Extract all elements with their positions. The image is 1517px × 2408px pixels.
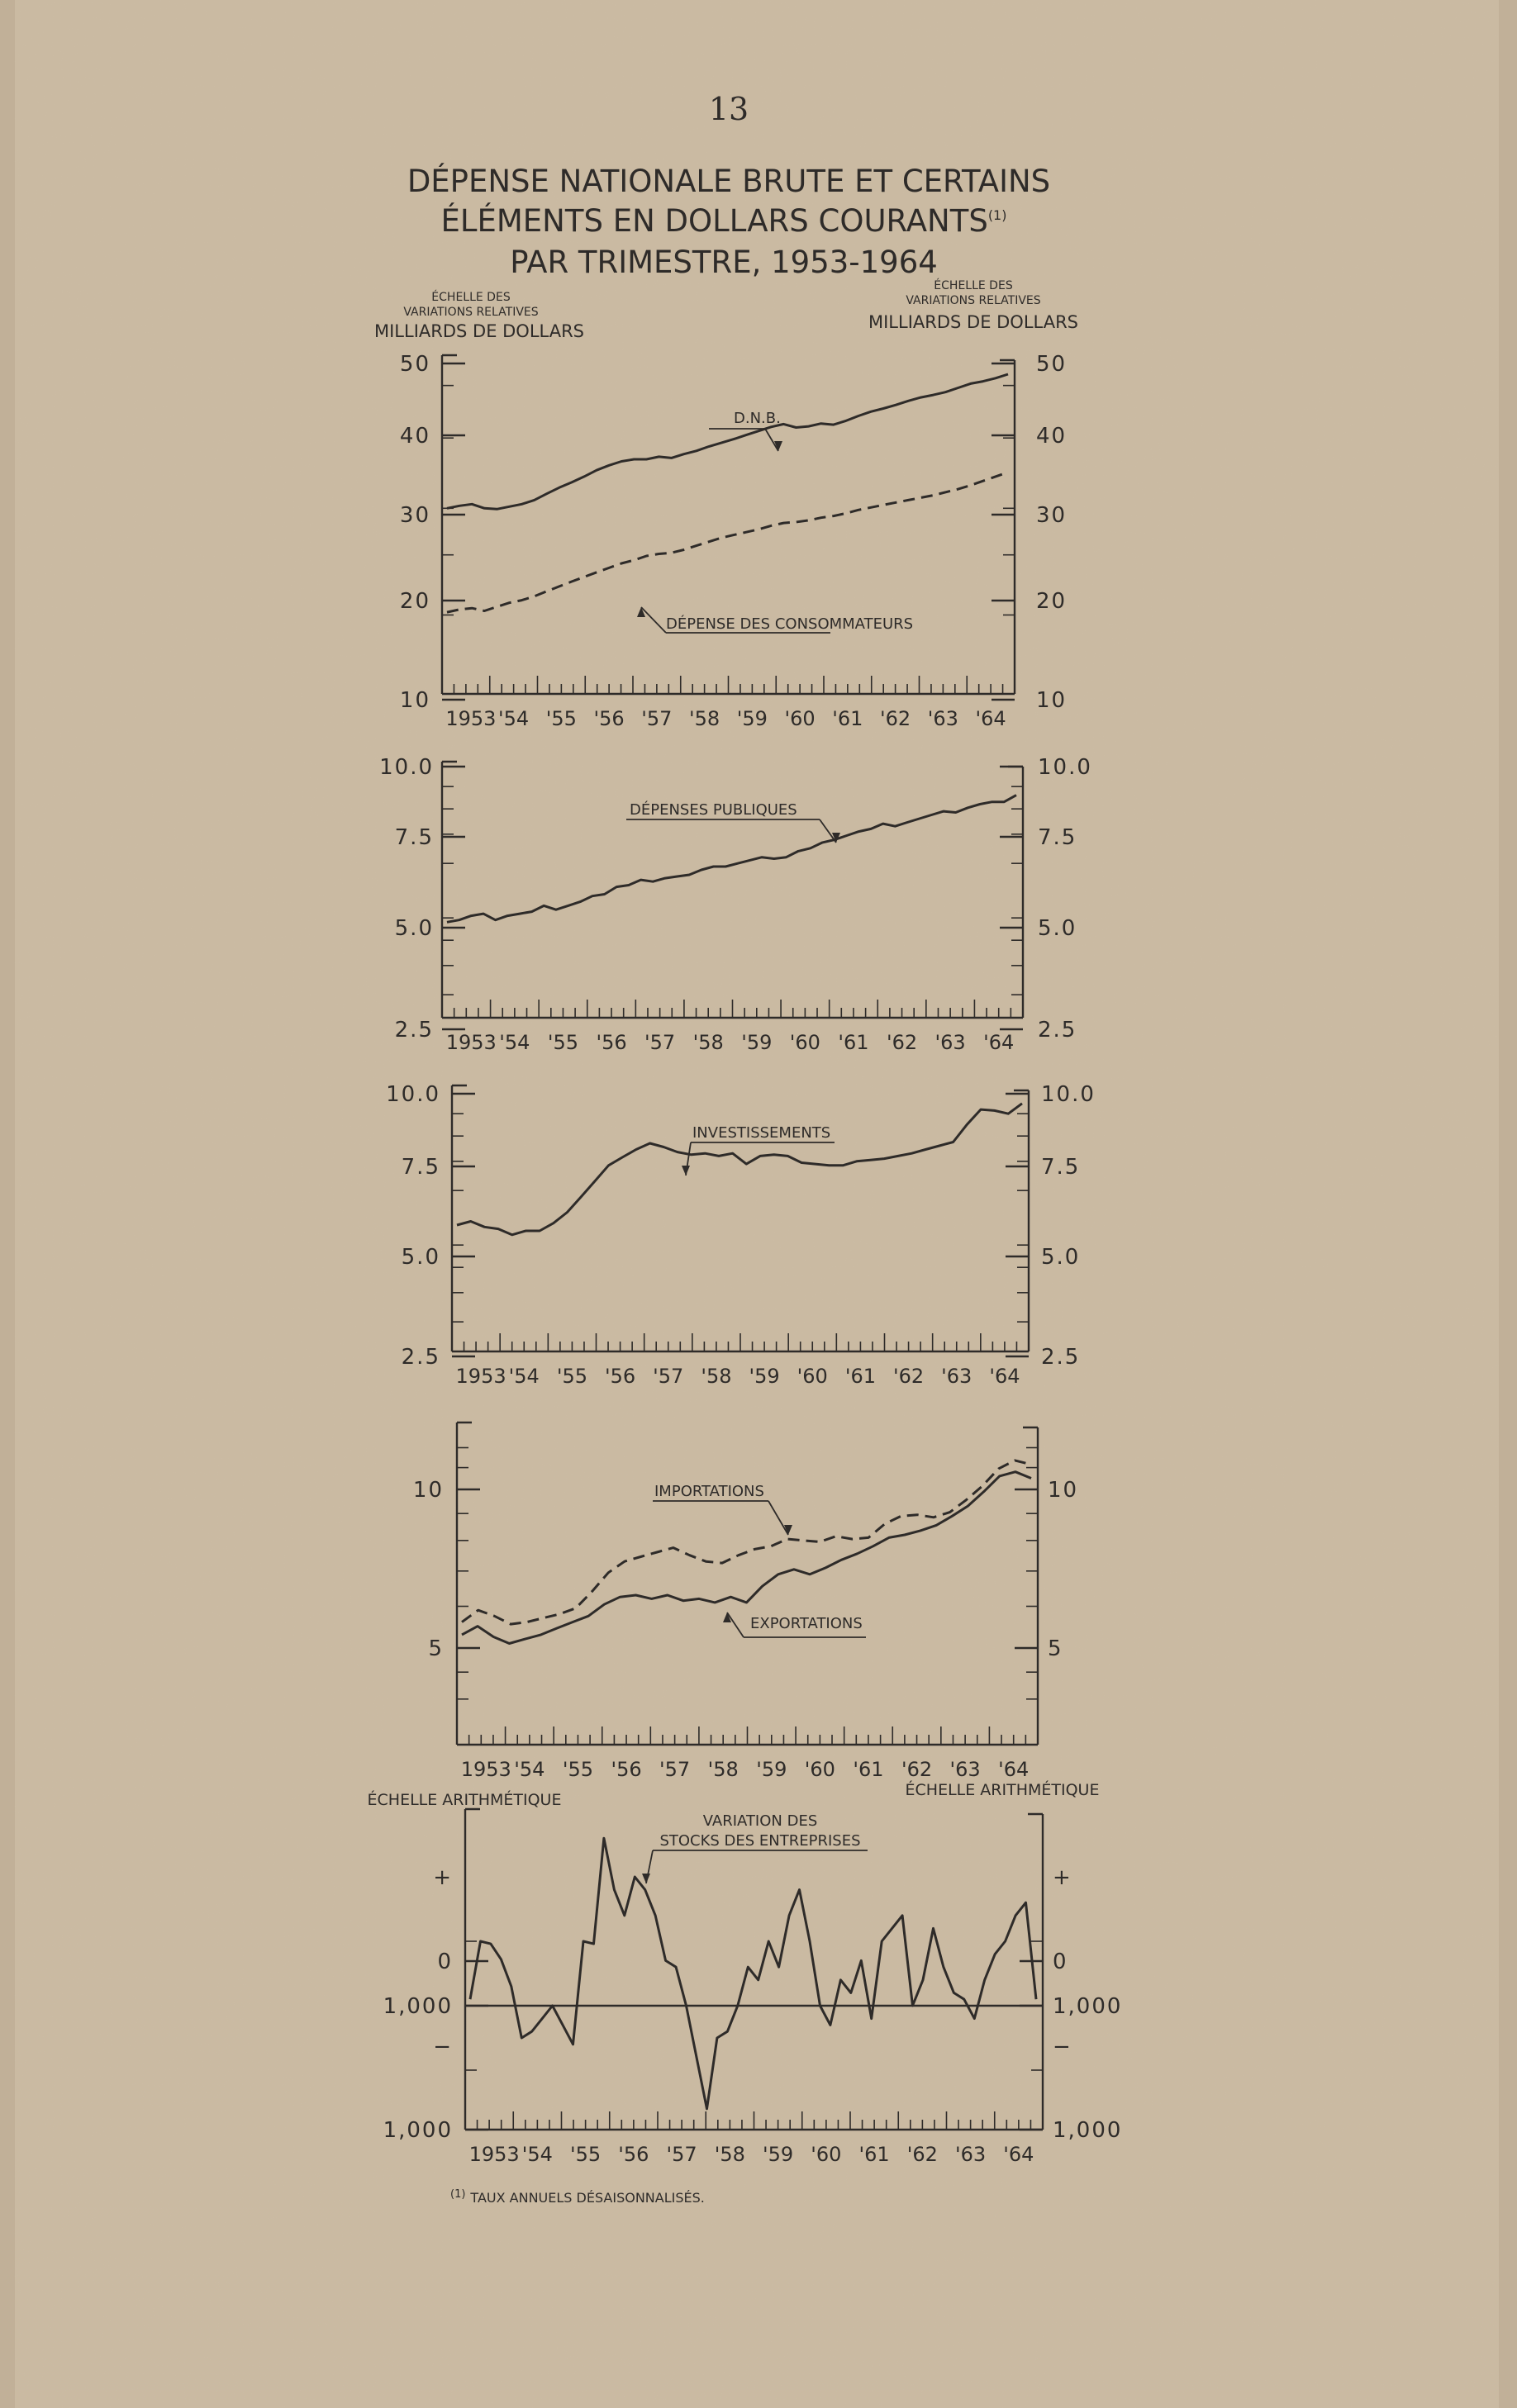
y-tick-label-right: 5 [1048, 1636, 1063, 1661]
y-tick-label-right: 10.0 [1041, 1082, 1096, 1107]
y-tick-label-left: 1,000 [383, 1994, 453, 2019]
x-tick-label: '60 [784, 707, 816, 730]
y-tick-label-left: 30 [399, 503, 430, 528]
y-tick-label-left: 10.0 [386, 1082, 440, 1107]
footnote-marker: (1) [450, 2188, 466, 2201]
arith-scale-right: ÉCHELLE ARITHMÉTIQUE [905, 1781, 1100, 1799]
x-tick-label: '54 [508, 1365, 540, 1388]
y-tick-label-left: 0 [437, 1950, 453, 1974]
y-tick-label-right: 50 [1036, 352, 1068, 377]
x-tick-label: '61 [838, 1031, 869, 1054]
y-tick-label-left: + [433, 1865, 453, 1890]
series-label-line-1: VARIATION DES [702, 1812, 818, 1830]
y-tick-label-left: 7.5 [401, 1155, 440, 1180]
footnote-text: TAUX ANNUELS DÉSAISONNALISÉS. [470, 2190, 705, 2206]
x-tick-label: '61 [853, 1758, 884, 1781]
x-tick-label: 1953 [445, 1031, 497, 1054]
series-label: IMPORTATIONS [654, 1483, 764, 1500]
y-tick-label-left: 10 [412, 1478, 444, 1503]
x-tick-label: '56 [605, 1365, 636, 1388]
y-tick-label-right: − [1053, 2035, 1072, 2059]
series-label: INVESTISSEMENTS [692, 1124, 831, 1142]
x-tick-label: '57 [666, 2143, 697, 2166]
scale-right-line-2: VARIATIONS RELATIVES [906, 294, 1041, 307]
paper-edge-right [1499, 0, 1517, 2408]
scale-left-line-1: ÉCHELLE DES [431, 291, 511, 304]
y-tick-label-right: 10 [1036, 688, 1068, 713]
x-tick-label: '63 [941, 1365, 972, 1388]
x-tick-label: '56 [611, 1758, 642, 1781]
y-tick-label-right: 40 [1036, 424, 1068, 449]
title-line-3: PAR TRIMESTRE, 1953-1964 [510, 245, 938, 280]
title-line-2 [441, 202, 1007, 239]
y-tick-label-left: 20 [399, 589, 430, 614]
x-tick-label: '61 [858, 2143, 890, 2166]
y-tick-label-right: 7.5 [1038, 825, 1077, 850]
series-label: EXPORTATIONS [750, 1615, 863, 1632]
x-tick-label: '61 [832, 707, 863, 730]
y-tick-label-right: 0 [1053, 1950, 1068, 1974]
x-tick-label: '58 [707, 1758, 739, 1781]
x-tick-label: '63 [927, 707, 958, 730]
x-tick-label: '56 [618, 2143, 649, 2166]
scale-right-line-1: ÉCHELLE DES [934, 279, 1013, 292]
series-label: DÉPENSES PUBLIQUES [630, 801, 797, 819]
x-tick-label: '58 [689, 707, 720, 730]
x-tick-label: '54 [521, 2143, 553, 2166]
x-tick-label: '55 [562, 1758, 594, 1781]
x-tick-label: '60 [804, 1758, 835, 1781]
x-tick-label: '58 [701, 1365, 732, 1388]
x-tick-label: '57 [641, 707, 673, 730]
y-tick-label-left: 7.5 [394, 825, 434, 850]
x-tick-label: 1953 [468, 2143, 520, 2166]
x-tick-label: '63 [949, 1758, 981, 1781]
title-line-1: DÉPENSE NATIONALE BRUTE ET CERTAINS [407, 164, 1051, 199]
y-tick-label-right: 5.0 [1038, 916, 1077, 941]
x-tick-label: '56 [593, 707, 625, 730]
x-tick-label: '54 [499, 1031, 530, 1054]
series-label-line-2: STOCKS DES ENTREPRISES [659, 1832, 861, 1850]
y-tick-label-left: − [433, 2035, 453, 2059]
x-tick-label: 1953 [455, 1365, 506, 1388]
y-tick-label-left: 2.5 [401, 1345, 440, 1370]
unit-right: MILLIARDS DE DOLLARS [868, 312, 1079, 332]
x-tick-label: '58 [714, 2143, 745, 2166]
y-tick-label-left: 5.0 [394, 916, 434, 941]
x-tick-label: '59 [756, 1758, 787, 1781]
y-tick-label-left: 10 [399, 688, 430, 713]
y-tick-label-right: 10.0 [1038, 755, 1092, 780]
scale-left-line-2: VARIATIONS RELATIVES [403, 306, 539, 319]
y-tick-label-right: 30 [1036, 503, 1068, 528]
y-tick-label-right: + [1053, 1865, 1072, 1890]
y-tick-label-left: 50 [399, 352, 430, 377]
x-tick-label: '57 [644, 1031, 676, 1054]
y-tick-label-left: 2.5 [394, 1018, 434, 1043]
page-number: 13 [708, 91, 749, 127]
x-tick-label: '54 [498, 707, 530, 730]
x-tick-label: '62 [906, 2143, 938, 2166]
x-tick-label: 1953 [445, 707, 497, 730]
x-tick-label: '54 [514, 1758, 545, 1781]
series-label: DÉPENSE DES CONSOMMATEURS [666, 615, 914, 633]
x-tick-label: '62 [901, 1758, 933, 1781]
x-tick-label: '55 [547, 1031, 579, 1054]
x-tick-label: '62 [886, 1031, 918, 1054]
y-tick-label-left: 5 [428, 1636, 444, 1661]
y-tick-label-right: 10 [1048, 1478, 1079, 1503]
x-tick-label: '55 [570, 2143, 602, 2166]
y-tick-label-right: 7.5 [1041, 1155, 1081, 1180]
x-tick-label: '59 [749, 1365, 780, 1388]
x-tick-label: '59 [741, 1031, 773, 1054]
y-tick-label-right: 5.0 [1041, 1245, 1081, 1270]
x-tick-label: '62 [893, 1365, 925, 1388]
x-tick-label: '62 [880, 707, 911, 730]
x-tick-label: '60 [811, 2143, 842, 2166]
y-tick-label-right: 2.5 [1041, 1345, 1081, 1370]
y-tick-label-right: 20 [1036, 589, 1068, 614]
x-tick-label: '63 [934, 1031, 966, 1054]
unit-left: MILLIARDS DE DOLLARS [373, 321, 585, 341]
y-tick-label-right: 2.5 [1038, 1018, 1077, 1043]
x-tick-label: '64 [983, 1031, 1015, 1054]
footnote [450, 2188, 705, 2206]
y-tick-label-left: 10.0 [379, 755, 434, 780]
x-tick-label: '61 [844, 1365, 876, 1388]
paper-edge-left [0, 0, 15, 2408]
x-tick-label: '64 [998, 1758, 1030, 1781]
y-tick-label-left: 1,000 [383, 2118, 453, 2143]
x-tick-label: '60 [789, 1031, 820, 1054]
x-tick-label: '57 [659, 1758, 691, 1781]
series-label: D.N.B. [734, 410, 781, 427]
x-tick-label: '64 [1003, 2143, 1034, 2166]
x-tick-label: '64 [975, 707, 1006, 730]
x-tick-label: '59 [763, 2143, 794, 2166]
x-tick-label: '57 [653, 1365, 684, 1388]
x-tick-label: '59 [736, 707, 768, 730]
x-tick-label: '55 [556, 1365, 587, 1388]
x-tick-label: '63 [955, 2143, 987, 2166]
x-tick-label: '56 [596, 1031, 627, 1054]
y-tick-label-right: 1,000 [1053, 1994, 1123, 2019]
x-tick-label: '55 [545, 707, 577, 730]
title-line-2-text: ÉLÉMENTS EN DOLLARS COURANTS [440, 203, 988, 239]
x-tick-label: '60 [797, 1365, 828, 1388]
y-tick-label-left: 5.0 [401, 1245, 440, 1270]
x-tick-label: '58 [692, 1031, 724, 1054]
x-tick-label: 1953 [460, 1758, 511, 1781]
y-tick-label-left: 40 [399, 424, 430, 449]
arith-scale-left: ÉCHELLE ARITHMÉTIQUE [367, 1791, 562, 1809]
title-superscript: (1) [987, 207, 1007, 223]
y-tick-label-right: 1,000 [1053, 2118, 1123, 2143]
x-tick-label: '64 [989, 1365, 1020, 1388]
